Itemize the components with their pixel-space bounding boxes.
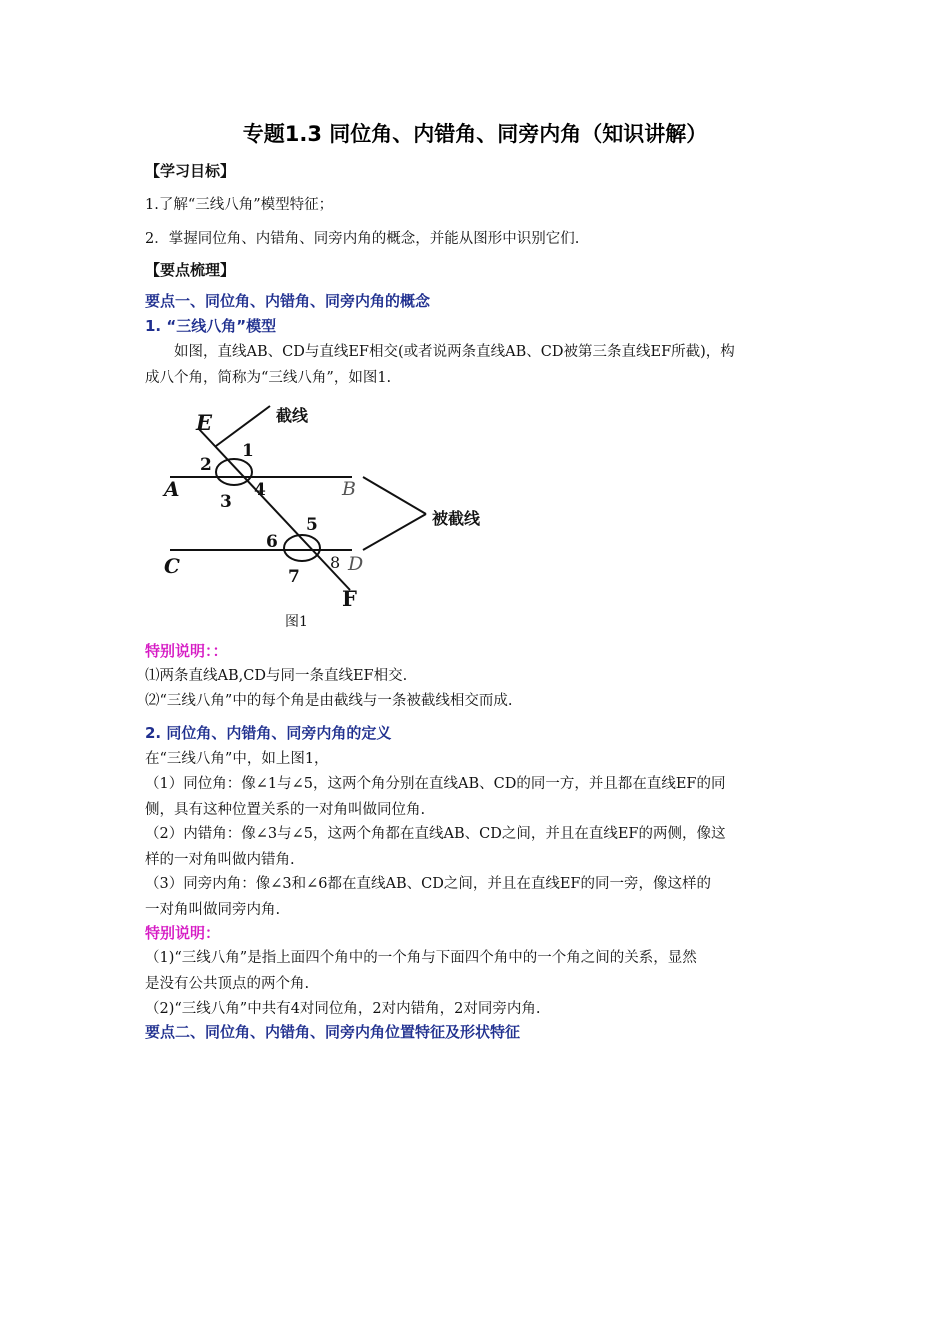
cut-line-pointer-upper [363, 477, 426, 514]
def-same-side-line-1: （3）同旁内角：像∠3和∠6都在直线AB、CD之间，并且在直线EF的同一旁，像这样的 [145, 876, 711, 892]
sub-1-heading: 1. “三线八角”模型 [145, 317, 277, 335]
note-1-item-2: ⑵“三线八角”中的每个角是由截线与一条被截线相交而成. [145, 693, 513, 709]
point-2-heading: 要点二、同位角、内错角、同旁内角位置特征及形状特征 [145, 1023, 521, 1041]
note-1-item-1: ⑴两条直线AB,CD与同一条直线EF相交. [145, 668, 408, 684]
note-2-heading: 特别说明： [145, 924, 221, 942]
cut-line-pointer-lower [363, 514, 426, 550]
cut-lines-label: 被截线 [432, 509, 481, 528]
section-key-points: 【要点梳理】 [145, 261, 236, 279]
transversal-label: 截线 [276, 406, 309, 425]
label-e: E [196, 410, 213, 435]
sub-2-intro: 在“三线八角”中，如上图1， [145, 751, 329, 767]
label-angle-2: 2 [200, 455, 212, 475]
note-2-item-2: （2)“三线八角”中共有4对同位角，2对内错角，2对同旁内角. [145, 1001, 541, 1017]
label-d: D [348, 553, 364, 575]
def-corresponding-line-2: 侧，具有这种位置关系的一对角叫做同位角. [145, 802, 426, 818]
def-same-side-line-2: 一对角叫做同旁内角. [145, 902, 281, 918]
label-f: F [342, 586, 357, 610]
def-alternate-line-2: 样的一对角叫做内错角. [145, 852, 295, 868]
def-corresponding-line-1: （1）同位角：像∠1与∠5，这两个角分别在直线AB、CD的同一方，并且都在直线EF的同 [145, 776, 726, 792]
figure-caption: 图1 [285, 614, 308, 630]
label-c: C [164, 554, 180, 578]
sub-1-paragraph-line-2: 成八个角，简称为“三线八角”，如图1. [145, 370, 392, 386]
section-learning-goals: 【学习目标】 [145, 162, 236, 180]
goal-item-1: 1.了解“三线八角”模型特征； [145, 197, 334, 213]
note-2-item-1-line-2: 是没有公共顶点的两个角. [145, 976, 310, 992]
page-title: 专题1.3 同位角、内错角、同旁内角（知识讲解） [242, 122, 708, 146]
label-angle-1: 1 [242, 441, 254, 461]
label-a: A [164, 477, 180, 501]
label-angle-6: 6 [266, 532, 278, 552]
label-angle-8: 8 [330, 553, 341, 572]
note-1-heading: 特别说明：： [145, 642, 228, 660]
label-angle-4: 4 [254, 480, 266, 500]
label-angle-3: 3 [220, 492, 232, 512]
transversal-pointer [216, 406, 270, 446]
sub-2-heading: 2. 同位角、内错角、同旁内角的定义 [145, 724, 392, 742]
note-2-item-1-line-1: （1)“三线八角”是指上面四个角中的一个角与下面四个角中的一个角之间的关系，显然 [145, 950, 697, 966]
upper-angle-marker [216, 459, 252, 485]
sub-1-paragraph-line-1: 如图，直线AB、CD与直线EF相交(或者说两条直线AB、CD被第三条直线EF所截)，构 [145, 344, 735, 360]
label-angle-5: 5 [306, 515, 318, 535]
three-lines-eight-angles-figure [158, 400, 520, 610]
goal-item-2: 2．掌握同位角、内错角、同旁内角的概念，并能从图形中识别它们. [145, 231, 580, 247]
def-alternate-line-1: （2）内错角：像∠3与∠5，这两个角都在直线AB、CD之间，并且在直线EF的两侧，像这 [145, 826, 726, 842]
label-b: B [342, 478, 356, 500]
point-1-heading: 要点一、同位角、内错角、同旁内角的概念 [145, 292, 431, 310]
label-angle-7: 7 [288, 567, 300, 587]
